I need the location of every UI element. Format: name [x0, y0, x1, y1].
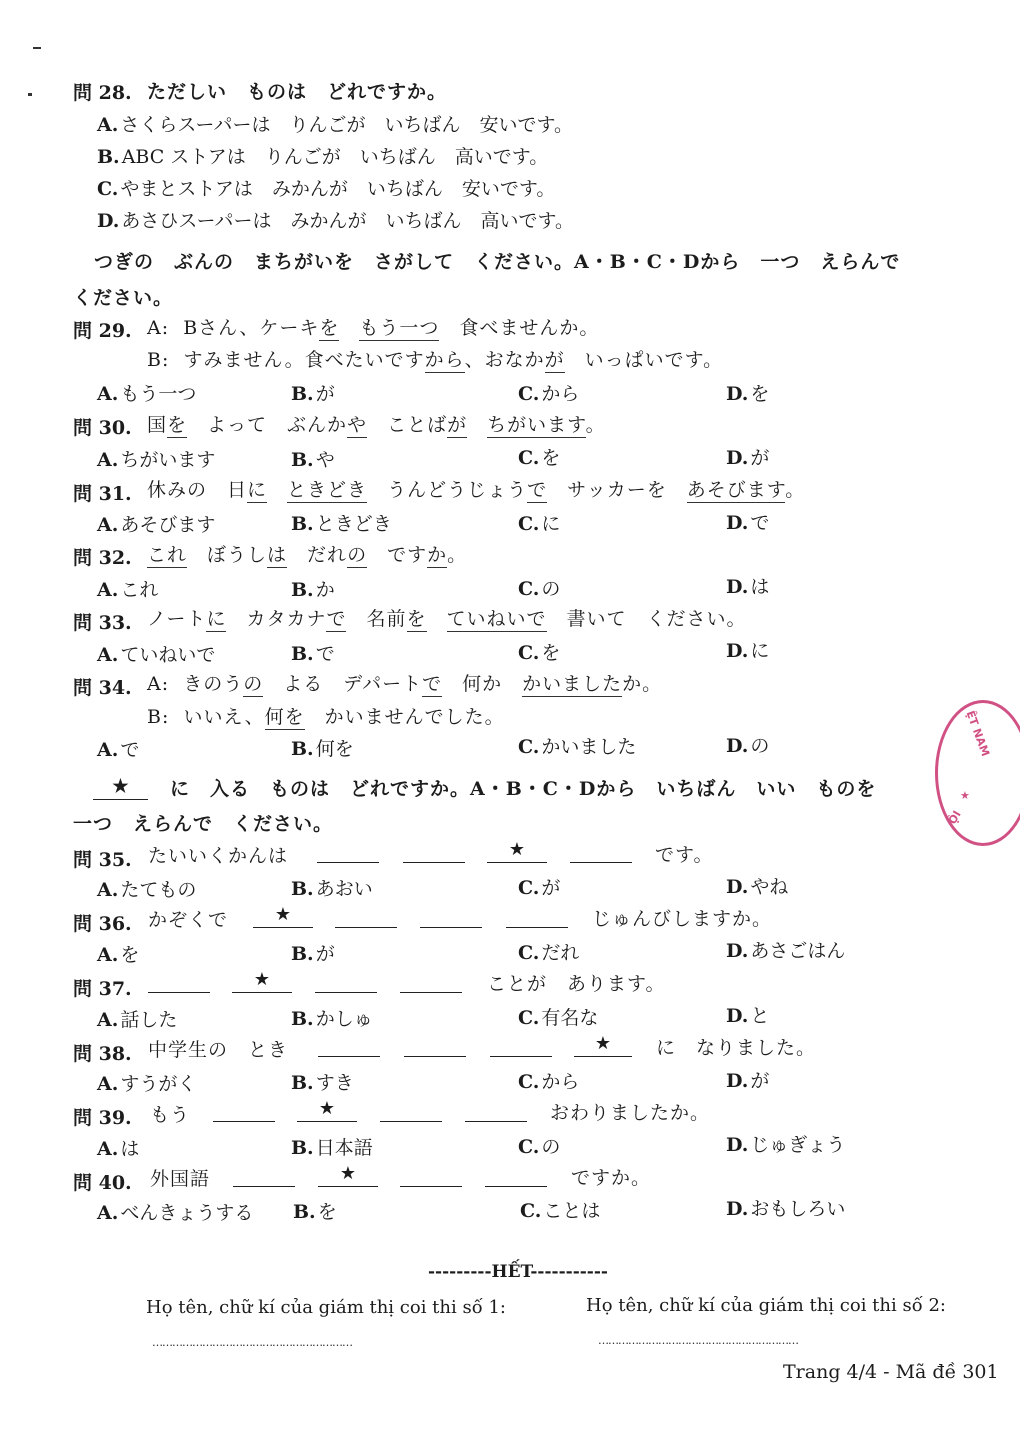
answer-blank [335, 905, 397, 928]
end-marker: ---------HẾT----------- [428, 1262, 608, 1282]
question-number: 問 30. [73, 417, 132, 439]
signature-label-2: Họ tên, chữ kí của giám thị coi thi số 2: [586, 1295, 946, 1316]
star-blank: ★ [232, 970, 292, 993]
option-d: D. おもしろい [726, 1198, 846, 1220]
option-d: D. が [726, 447, 770, 469]
question-sentence: これ ぼうしは だれの ですか。 [147, 544, 468, 566]
option-b: B. が [291, 383, 335, 405]
answer-blank [148, 970, 210, 993]
option-b: B. すき [291, 1072, 354, 1094]
question-prefix: 外国語 [150, 1168, 211, 1190]
option-c: C. やまとストアは みかんが いちばん 安いです。 [97, 178, 556, 200]
option-d: D. と [726, 1005, 770, 1027]
question-suffix: です。 [655, 844, 714, 866]
star-blank: ★ [93, 777, 148, 800]
star-blank: ★ [487, 840, 547, 863]
answer-blank [213, 1099, 275, 1122]
option-a: A. べんきょうする [97, 1202, 254, 1224]
question-suffix: ですか。 [571, 1167, 652, 1189]
option-c: C. から [518, 1071, 580, 1093]
option-d: D. あさひスーパーは みかんが いちばん 高いです。 [97, 210, 575, 232]
answer-blank [233, 1164, 295, 1187]
section-instruction: ください。 [73, 287, 174, 309]
answer-blank [318, 1034, 380, 1057]
option-c: C. 有名な [518, 1007, 599, 1029]
question-prefix: かぞくで [148, 909, 229, 931]
question-number: 問 36. [73, 913, 132, 935]
star-blank: ★ [253, 905, 313, 928]
option-d: D. が [726, 1070, 770, 1092]
option-d: D. に [726, 640, 770, 662]
option-c: C. を [518, 447, 561, 469]
option-d: D. で [726, 512, 770, 534]
option-d: D. は [726, 576, 770, 598]
option-b: B. で [291, 643, 335, 665]
answer-blank [317, 840, 379, 863]
answer-blank [490, 1034, 552, 1057]
question-prefix: 中学生の とき [148, 1039, 289, 1061]
option-c: C. かいました [518, 736, 637, 758]
answer-blank [570, 840, 632, 863]
answer-blank [400, 970, 462, 993]
section-instruction: つぎの ぶんの まちがいを さがして ください。A・B・C・Dから 一つ えらんで [94, 251, 901, 273]
option-c: C. の [518, 1136, 561, 1158]
answer-blank [380, 1099, 442, 1122]
question-line-a: A: Bさん、ケーキを もう一つ 食べませんか。 [147, 317, 600, 339]
option-c: C. から [518, 383, 580, 405]
option-c: C. の [518, 578, 561, 600]
option-a: A. あそびます [97, 514, 216, 536]
question-prefix: たいいくかんは [148, 845, 289, 867]
star-blank: ★ [297, 1099, 357, 1122]
option-c: C. ことは [520, 1200, 601, 1222]
answer-blank [420, 905, 482, 928]
question-number: 問 33. [73, 612, 132, 634]
question-number: 問 40. [73, 1172, 132, 1194]
option-d: D. あさごはん [726, 940, 846, 962]
option-d: D. の [726, 735, 770, 757]
question-line-b: B: いいえ、何を かいませんでした。 [147, 706, 505, 728]
signature-dots-1: …………………………………………………… [152, 1336, 352, 1349]
option-a: A. さくらスーパーは りんごが いちばん 安いです。 [97, 114, 573, 136]
answer-blank [485, 1164, 547, 1187]
question-number: 問 28. [73, 82, 132, 104]
question-stem: ただしい ものは どれですか。 [147, 81, 448, 103]
signature-dots-2: …………………………………………………… [598, 1334, 798, 1347]
question-number: 問 34. [73, 677, 132, 699]
official-stamp: ỆT NAM ★ ỘI [935, 700, 1020, 846]
option-b: B. ABC ストアは りんごが いちばん 高いです。 [97, 146, 549, 168]
answer-blank [506, 905, 568, 928]
option-a: A. もう一つ [97, 383, 197, 405]
question-line-a: A: きのうの よる デパートで 何か かいましたか。 [147, 673, 663, 695]
question-sentence: 国を よって ぶんかや ことばが ちがいます。 [147, 414, 606, 436]
option-a: A. たてもの [97, 879, 197, 901]
option-a: A. これ [97, 579, 159, 601]
option-c: C. に [518, 513, 561, 535]
option-b: B. ときどき [291, 513, 392, 535]
option-b: B. や [291, 449, 335, 471]
option-a: A. ちがいます [97, 449, 216, 471]
option-d: D. じゅぎょう [726, 1134, 846, 1156]
option-c: C. を [518, 642, 561, 664]
option-b: B. あおい [291, 878, 373, 900]
option-a: A. は [97, 1138, 140, 1160]
option-b: B. かしゅ [291, 1008, 373, 1030]
option-a: A. すうがく [97, 1073, 197, 1095]
answer-blank [465, 1099, 527, 1122]
section-instruction: 一つ えらんで ください。 [73, 813, 334, 835]
signature-label-1: Họ tên, chữ kí của giám thị coi thi số 1: [146, 1297, 506, 1318]
option-c: C. だれ [518, 942, 580, 964]
question-line-b: B: すみません。食べたいですから、おなかが いっぱいです。 [147, 349, 724, 371]
question-number: 問 31. [73, 483, 132, 505]
question-suffix: じゅんびしますか。 [592, 908, 773, 930]
star-blank: ★ [574, 1034, 632, 1057]
answer-blank [403, 840, 465, 863]
question-sentence: ノートに カタカナで 名前を ていねいで 書いて ください。 [147, 608, 747, 630]
question-number: 問 37. [73, 978, 132, 1000]
option-b: B. が [291, 943, 335, 965]
option-a: A. を [97, 944, 140, 966]
margin-mark [28, 93, 32, 96]
section-instruction: に 入る ものは どれですか。A・B・C・Dから いちばん いい ものを [170, 778, 877, 800]
option-a: A. ていねいで [97, 644, 216, 666]
question-number: 問 35. [73, 849, 132, 871]
option-b: B. を [293, 1201, 337, 1223]
option-a: A. で [97, 739, 140, 761]
option-b: B. 何を [291, 738, 354, 760]
question-suffix: に なりました。 [656, 1037, 817, 1059]
question-number: 問 38. [73, 1043, 132, 1065]
page-info: Trang 4/4 - Mã đề 301 [783, 1361, 999, 1383]
question-number: 問 29. [73, 320, 132, 342]
option-d: D. やね [726, 876, 789, 898]
answer-blank [400, 1164, 462, 1187]
question-number: 問 39. [73, 1107, 132, 1129]
question-suffix: おわりましたか。 [550, 1102, 711, 1124]
question-prefix: もう [150, 1104, 191, 1126]
star-blank: ★ [318, 1164, 378, 1187]
question-suffix: ことが あります。 [487, 973, 666, 995]
option-b: B. 日本語 [291, 1137, 373, 1159]
question-number: 問 32. [73, 547, 132, 569]
margin-mark [33, 47, 41, 49]
option-b: B. か [291, 579, 335, 601]
option-d: D. を [726, 383, 770, 405]
question-sentence: 休みの 日に ときどき うんどうじょうで サッカーを あそびます。 [147, 479, 806, 501]
option-c: C. が [518, 877, 561, 899]
option-a: A. 話した [97, 1009, 178, 1031]
answer-blank [404, 1034, 466, 1057]
answer-blank [315, 970, 377, 993]
